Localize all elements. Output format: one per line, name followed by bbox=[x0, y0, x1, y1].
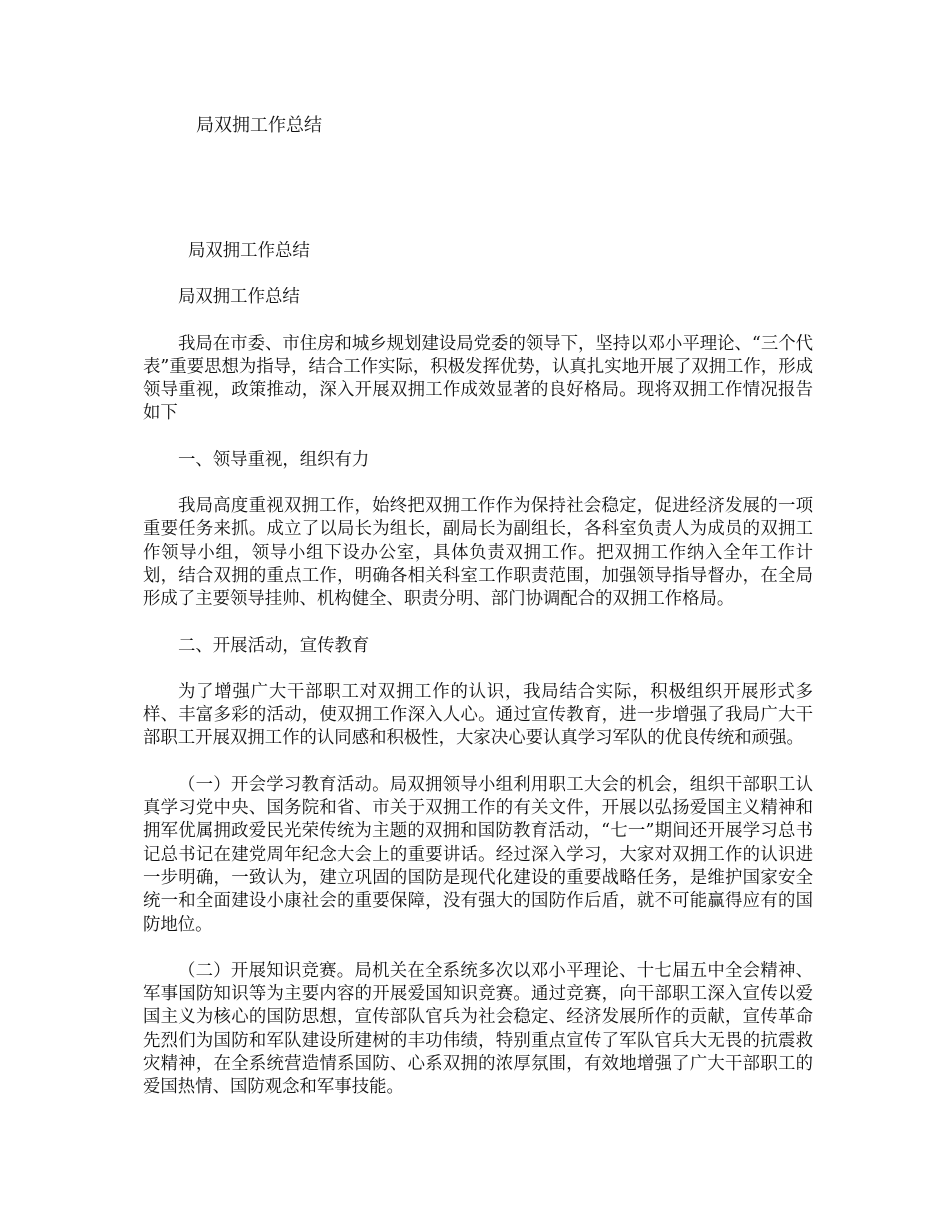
section-2-paragraph: 为了增强广大干部职工对双拥工作的认识，我局结合实际，积极组织开展形式多样、丰富多彩的活动，使双拥工作深入人心。通过宣传教育，进一步增强了我局广大干部职工开展双拥工作的认同感和积极性，大家决心要认真学习军队的优良传统和顽强。 bbox=[143, 681, 813, 749]
document-title-repeat: 局双拥工作总结 bbox=[188, 241, 310, 261]
document-subtitle: 局双拥工作总结 bbox=[178, 287, 300, 308]
subsection-1-paragraph: （一）开会学习教育活动。局双拥领导小组利用职工大会的机会，组织干部职工认真学习党中央、国务院和省、市关于双拥工作的有关文件，开展以弘扬爱国主义精神和拥军优属拥政爱民光荣传统为主题的双拥和国防教育活动，“七一”期间还开展学习总书记总书记在建党周年纪念大会上的重要讲话。经过深入学习，大家对双拥工作的认识进一步明确，一致认为，建立巩固的国防是现代化建设的重要战略任务，是维护国家安全统一和全面建设小康社会的重要保障，没有强大的国防作后盾，就不可能赢得应有的国防地位。 bbox=[143, 774, 813, 935]
section-1-paragraph: 我局高度重视双拥工作，始终把双拥工作作为保持社会稳定，促进经济发展的一项重要任务来抓。成立了以局长为组长，副局长为副组长，各科室负责人为成员的双拥工作领导小组，领导小组下设办公室，具体负责双拥工作。把双拥工作纳入全年工作计划，结合双拥的重点工作，明确各相关科室工作职责范围，加强领导指导督办，在全局形成了主要领导挂帅、机构健全、职责分明、部门协调配合的双拥工作格局。 bbox=[143, 496, 813, 610]
subsection-2-paragraph: （二）开展知识竞赛。局机关在全系统多次以邓小平理论、十七届五中全会精神、军事国防知识等为主要内容的开展爱国知识竞赛。通过竞赛，向干部职工深入宣传以爱国主义为核心的国防思想，宣传部队官兵为社会稳定、经济发展所作的贡献，宣传革命先烈们为国防和军队建设所建树的丰功伟绩，特别重点宣传了军队官兵大无畏的抗震救灾精神，在全系统营造情系国防、心系双拥的浓厚氛围，有效地增强了广大干部职工的爱国热情、国防观念和军事技能。 bbox=[143, 960, 813, 1098]
intro-paragraph: 我局在市委、市住房和城乡规划建设局党委的领导下，坚持以邓小平理论、“三个代表”重要思想为指导，结合工作实际，积极发挥优势，认真扎实地开展了双拥工作，形成领导重视，政策推动，深入开展双拥工作成效显著的良好格局。现将双拥工作情况报告如下 bbox=[143, 333, 813, 424]
document-body bbox=[143, 240, 813, 1123]
document-title-top: 局双拥工作总结 bbox=[196, 115, 322, 136]
section-1-heading: 一、领导重视，组织有力 bbox=[178, 449, 370, 470]
section-2-heading: 二、开展活动，宣传教育 bbox=[178, 635, 370, 656]
